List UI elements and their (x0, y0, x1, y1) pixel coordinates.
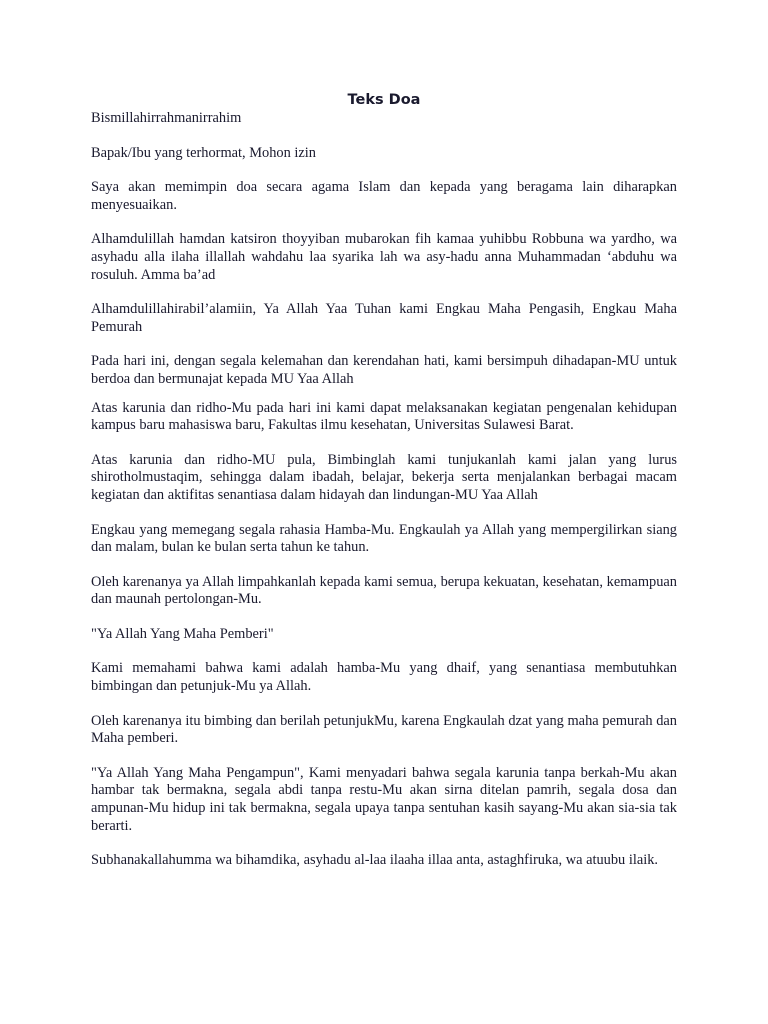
paragraph-giver-heading: "Ya Allah Yang Maha Pemberi" (91, 625, 274, 642)
document-title: Teks Doa (347, 92, 421, 108)
paragraph-gratitude: Atas karunia dan ridho-Mu pada hari ini kami dapat melaksanakan kegiatan pengenalan kehidupan kampus baru mahasiswa baru, Fakultas ilmu kesehatan, Universitas Sulawesi Barat. (91, 399, 677, 434)
paragraph-today: Pada hari ini, dengan segala kelemahan dan kerendahan hati, kami bersimpuh dihadapan-MU untuk berdoa dan bermunajat kepada MU Yaa Allah (91, 353, 677, 387)
paragraph-guidance: Atas karunia dan ridho-MU pula, Bimbinglah kami tunjukanlah kami jalan yang lurus shirotholmustaqim, sehingga dalam ibadah, belajar, bekerja serta menjalankan berbagai macam kegiatan dan aktifitas senantiasa dalam hidayah dan lindungan-MU Yaa Allah (91, 451, 677, 503)
paragraph-basmala: Bismillahirrahmanirrahim (91, 110, 242, 126)
paragraph-secrets: Engkau yang memegang segala rahasia Hamba-Mu. Engkaulah ya Allah yang mempergilirkan siang dan malam, bulan ke bulan serta tahun ke tahun. (91, 521, 677, 556)
paragraph-intro: Saya akan memimpin doa secara agama Islam dan kepada yang beragama lain diharapkan menyesuaikan. (91, 179, 677, 213)
paragraph-hamdalah: Alhamdulillah hamdan katsiron thoyyiban mubarokan fih kamaa yuhibbu Robbuna wa yardho, wa asyhadu alla ilaha illallah wahdahu laa syarika lah wa asy-hadu anna Muhammadan ‘abduhu wa rosuluh. Amma ba’ad (91, 231, 677, 283)
paragraph-praise: Alhamdulillahirabil’alamiin, Ya Allah Yaa Tuhan kami Engkau Maha Pengasih, Engkau Maha Pemurah (91, 301, 677, 335)
document-page (91, 90, 677, 870)
paragraph-strength: Oleh karenanya ya Allah limpahkanlah kepada kami semua, berupa kekuatan, kesehatan, kemampuan dan maunah pertolongan-Mu. (91, 573, 677, 608)
paragraph-forgiver: "Ya Allah Yang Maha Pengampun", Kami menyadari bahwa segala karunia tanpa berkah-Mu akan hambar tak bermakna, segala abdi tanpa restu-Mu akan sirna ditelan pamrih, segala dosa dan ampunan-Mu hidup ini tak bermakna, segala upaya tanpa sentuhan kasih sayang-Mu akan sia-sia tak berarti. (91, 764, 677, 834)
paragraph-closing: Subhanakallahumma wa bihamdika, asyhadu al-laa ilaaha illaa anta, astaghfiruka, wa atuubu ilaik. (91, 852, 659, 869)
paragraph-humility: Kami memahami bahwa kami adalah hamba-Mu yang dhaif, yang senantiasa membutuhkan bimbingan dan petunjuk-Mu ya Allah. (91, 660, 677, 695)
paragraph-greeting: Bapak/Ibu yang terhormat, Mohon izin (91, 144, 317, 161)
paragraph-guide-us: Oleh karenanya itu bimbing dan berilah petunjukMu, karena Engkaulah dzat yang maha pemurah dan Maha pemberi. (91, 712, 677, 747)
